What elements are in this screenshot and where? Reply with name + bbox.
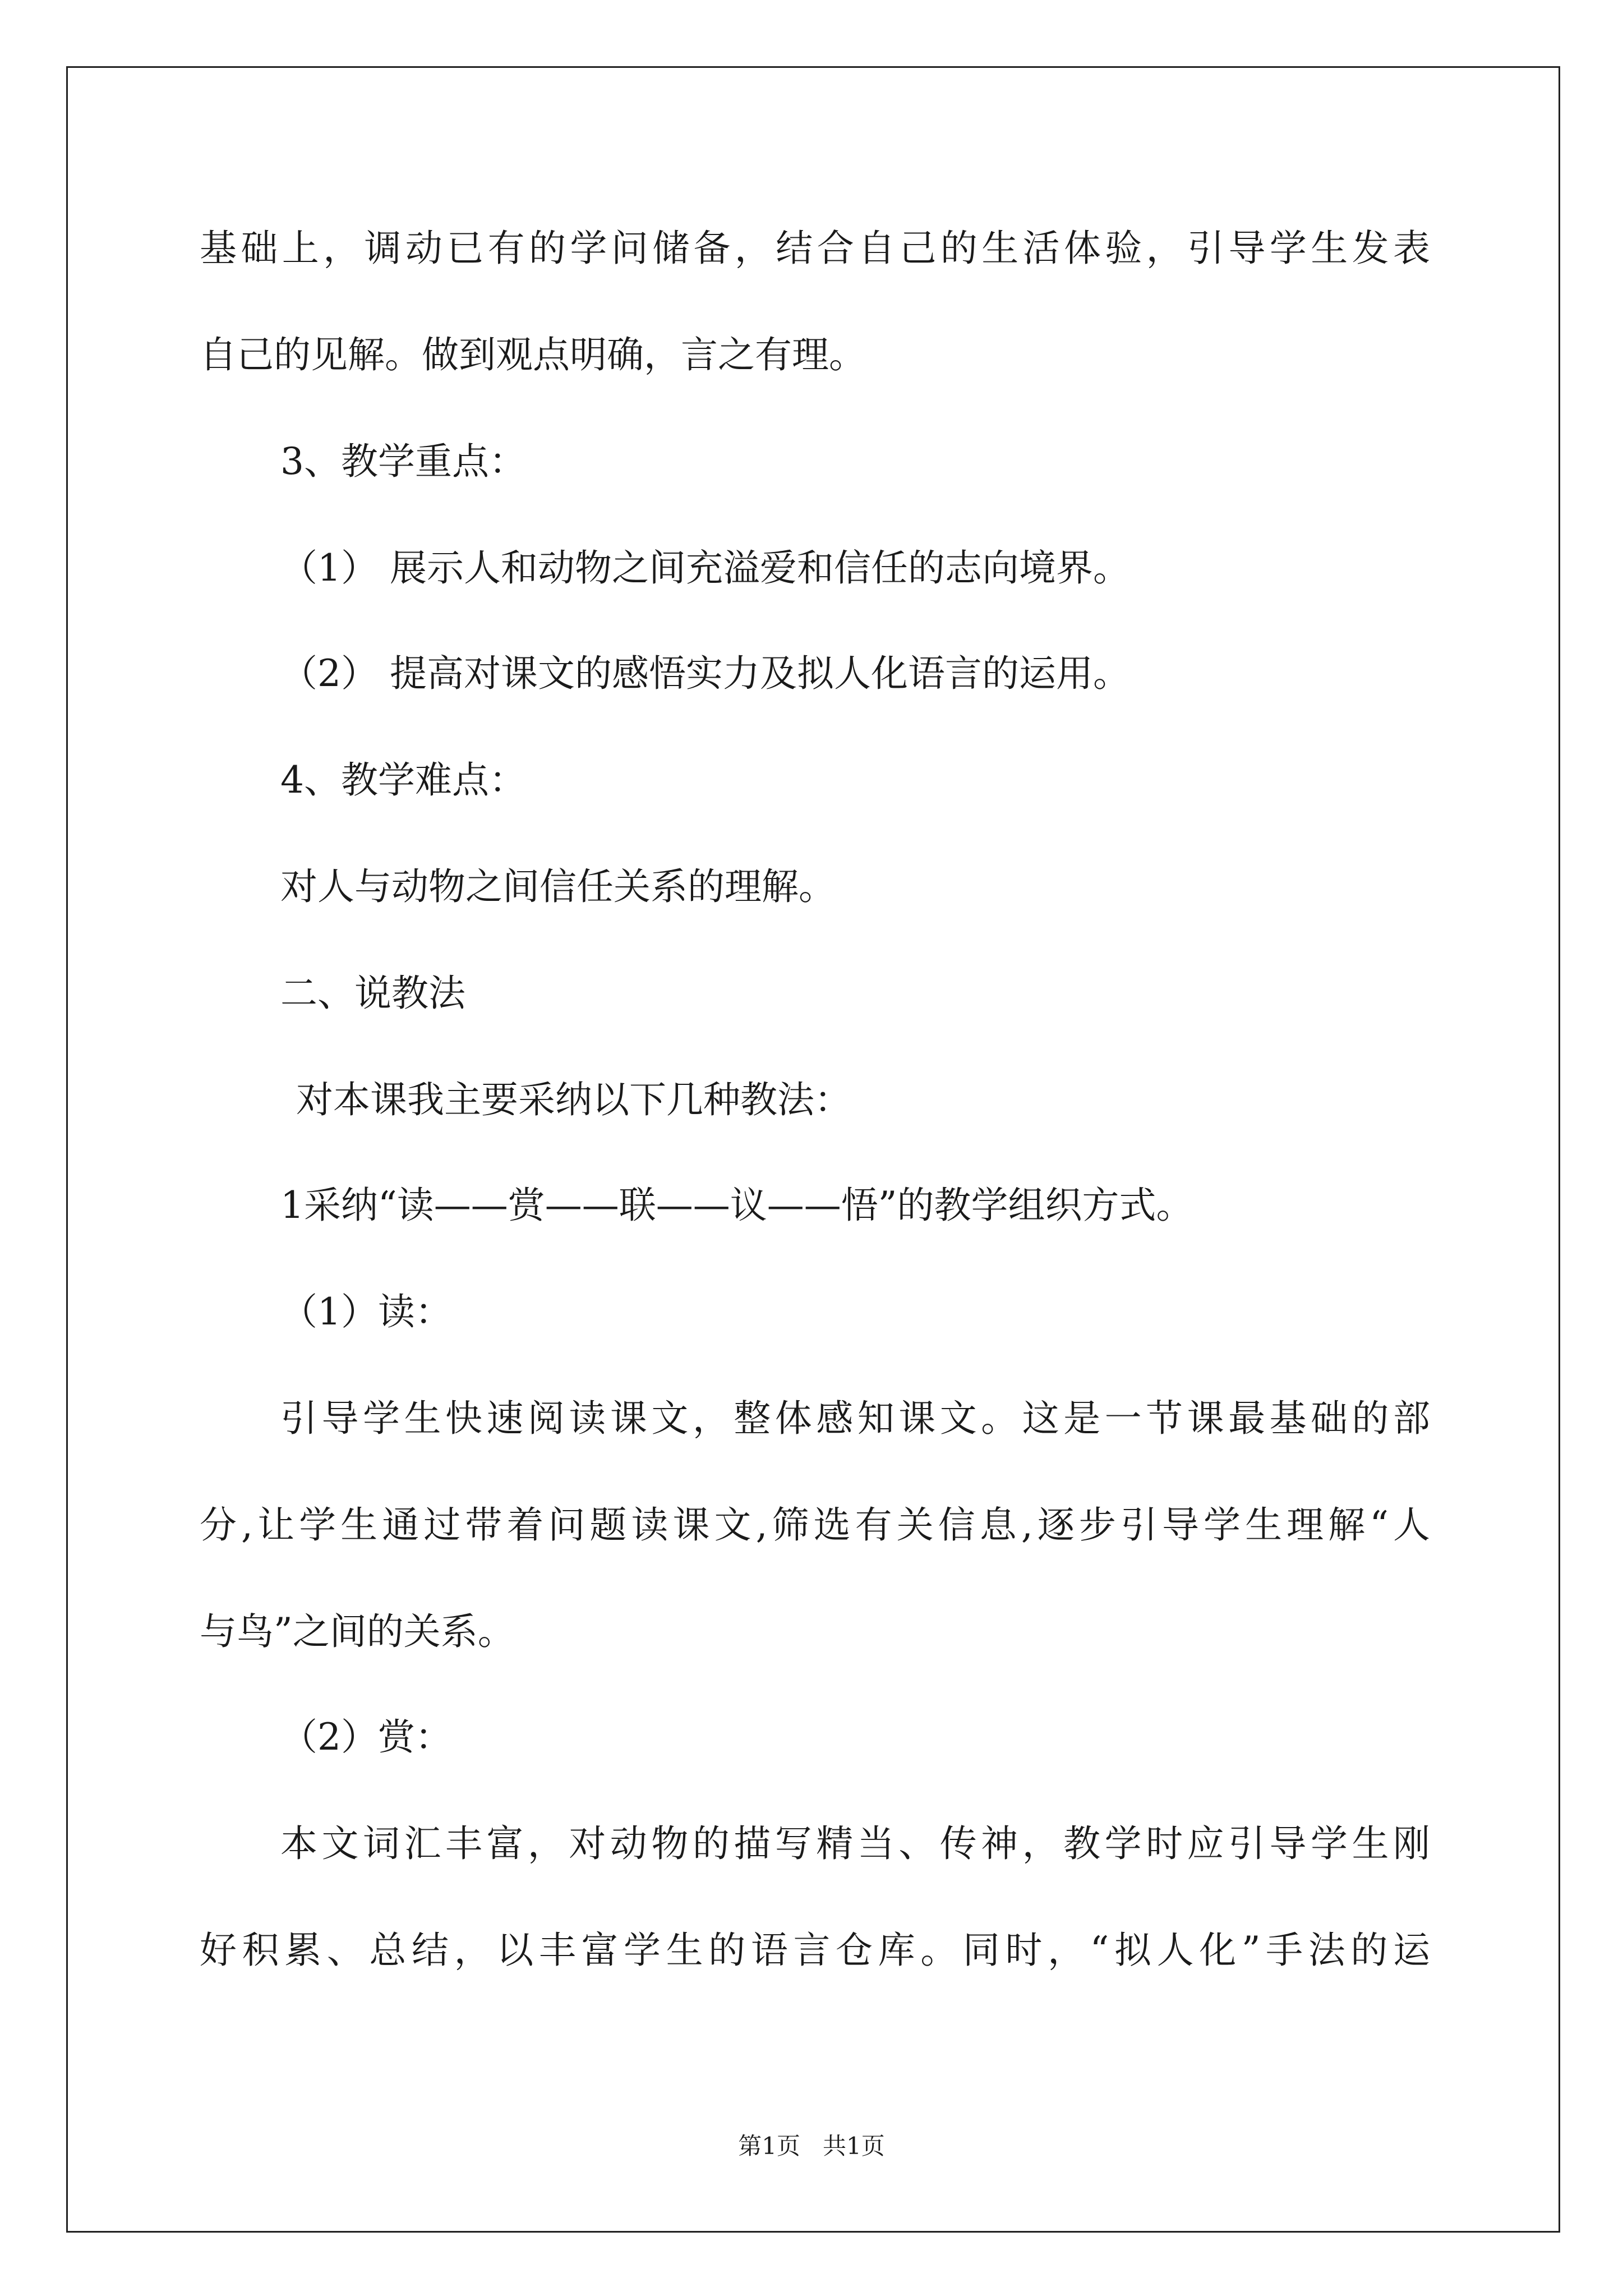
section-heading-teaching-focus: 3、教学重点： xyxy=(280,440,526,483)
section-heading-teaching-difficulty: 4、教学难点： xyxy=(280,758,526,802)
body-line-1: 基础上，调动已有的学问储备，结合自己的生活体验，引导学生发表 xyxy=(200,227,1430,270)
focus-item-2: （2） 提高对课文的感悟实力及拟人化语言的运用。 xyxy=(280,652,1130,695)
read-paragraph-line-1: 引导学生快速阅读课文，整体感知课文。这是一节课最基础的部 xyxy=(280,1397,1430,1440)
page-number-footer: 第1页 共1页 xyxy=(738,2132,885,2160)
methods-intro: 对本课我主要采纳以下几种教法： xyxy=(296,1078,851,1121)
step-appreciate-heading: （2）赏： xyxy=(280,1715,452,1759)
read-paragraph-line-2: 分,让学生通过带着问题读课文,筛选有关信息,逐步引导学生理解“人 xyxy=(200,1503,1430,1547)
section-heading-teaching-methods: 二、说教法 xyxy=(280,972,465,1015)
read-paragraph-line-3: 与鸟”之间的关系。 xyxy=(200,1610,515,1653)
body-line-2: 自己的见解。做到观点明确，言之有理。 xyxy=(200,333,866,376)
difficulty-text: 对人与动物之间信任关系的理解。 xyxy=(280,865,836,908)
appreciate-paragraph-line-2: 好积累、总结，以丰富学生的语言仓库。同时，“拟人化”手法的运 xyxy=(200,1929,1430,1972)
step-read-heading: （1）读： xyxy=(280,1290,452,1333)
method-1-title: 1采纳“读——赏——联——议——悟”的教学组织方式。 xyxy=(280,1184,1193,1227)
appreciate-paragraph-line-1: 本文词汇丰富，对动物的描写精当、传神，教学时应引导学生刚 xyxy=(280,1822,1430,1865)
page-border xyxy=(66,66,1560,2233)
focus-item-1: （1） 展示人和动物之间充溢爱和信任的志向境界。 xyxy=(280,546,1130,590)
